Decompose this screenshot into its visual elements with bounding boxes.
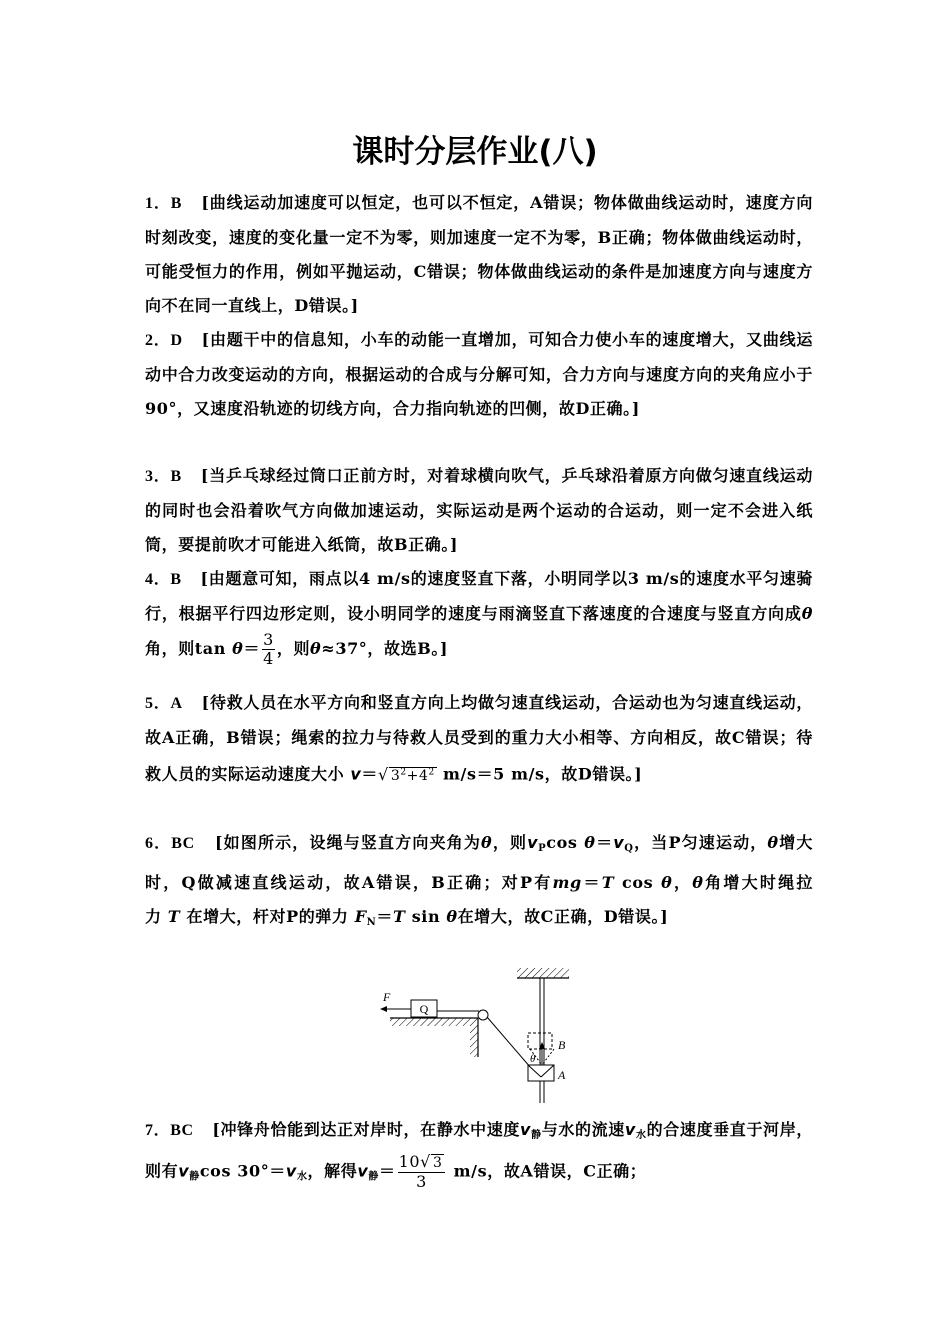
sin-text: sin: [405, 907, 447, 926]
square-root: [420, 1152, 444, 1171]
numerator: 3: [263, 630, 274, 649]
tension-symbol: T: [393, 907, 406, 926]
exponent: 2: [400, 767, 407, 777]
answer-text: [由题意可知，雨点以4 m/s的速度竖直下落，小明同学以3 m/s的速度水平匀速骑行，根据平行四边形定则，设小明同学的速度与雨滴竖直下落速度的合速度与竖直方向成: [145, 569, 813, 623]
radicand: 3: [432, 1155, 443, 1171]
equals-sign: ＝: [379, 1161, 396, 1181]
answer-4: [145, 562, 813, 668]
velocity-symbol: v: [527, 833, 539, 852]
radicand: 3: [390, 767, 401, 784]
answer-6: [145, 826, 813, 940]
subscript: 静: [189, 1171, 200, 1183]
theta-symbol: θ: [584, 833, 596, 852]
theta-symbol: θ: [801, 604, 813, 623]
answer-text: m/s，故A错误，C正确；: [447, 1161, 647, 1181]
answer-text: ≈37°，故选B。]: [321, 639, 449, 658]
label-f: F: [383, 990, 391, 1004]
numerator-value: 10: [398, 1152, 421, 1171]
answer-label: 7．BC: [145, 1122, 194, 1139]
answer-label: 1．B: [145, 195, 182, 212]
theta-symbol: θ: [767, 833, 779, 852]
cos-text: cos 30°＝: [199, 1161, 286, 1181]
answer-text: [曲线运动加速度可以恒定，也可以不恒定，A错误；物体做曲线运动时，速度方向时刻改变，速度的变化量一定不为零，则加速度一定不为零，B正确；物体做曲线运动时，可能受恒力的作用，例如平抛运动，C错误；物体做曲线运动的条件是加速度方向与速度方向不在同一直线上，D错误。]: [145, 193, 813, 315]
answer-label: 5．A: [145, 695, 183, 712]
velocity-symbol: v: [357, 1161, 369, 1181]
subscript: 静: [531, 1130, 542, 1141]
exponent: 2: [428, 767, 435, 777]
arrow-head-icon: [380, 1006, 387, 1012]
velocity-symbol: v: [285, 1161, 297, 1181]
subscript: P: [538, 843, 547, 854]
answer-text: 增大时，Q做减速直线运动，故A错误，B正确；对P有: [145, 833, 814, 892]
answer-text: 角增大时绳拉力: [145, 873, 813, 926]
subscript: 水: [296, 1171, 308, 1183]
theta-symbol: θ: [310, 639, 322, 658]
label-q: Q: [419, 1002, 429, 1016]
force-symbol: F: [354, 907, 367, 926]
square-root: [378, 765, 437, 784]
tension-symbol: T: [601, 873, 615, 892]
denominator: 3: [416, 1172, 427, 1191]
theta-symbol: θ: [661, 873, 673, 892]
pulley-icon: [478, 1010, 488, 1020]
answer-text: ，: [672, 873, 693, 892]
velocity-symbol: v: [520, 1120, 532, 1139]
subscript: N: [366, 917, 377, 928]
velocity-symbol: v: [613, 833, 625, 852]
answer-text: [如图所示，设绳与竖直方向夹角为: [214, 833, 481, 852]
page-title: 课时分层作业(八): [352, 134, 598, 170]
radical-icon: √: [420, 1152, 431, 1171]
answer-3: [145, 459, 813, 562]
velocity-symbol: v: [624, 1120, 636, 1139]
answer-text: 与水的流速: [541, 1120, 625, 1139]
equals-sign: ＝: [361, 764, 379, 784]
answer-text: ，当P匀速运动，: [633, 833, 768, 852]
numerator: [398, 1153, 446, 1173]
answer-text: ，则: [492, 833, 528, 852]
answer-text: 角，则tan: [145, 639, 233, 658]
theta-symbol: θ: [232, 639, 244, 658]
velocity-symbol: v: [350, 764, 362, 784]
theta-symbol: θ: [446, 907, 458, 926]
label-a: A: [558, 1068, 566, 1082]
block-a: [528, 1065, 554, 1081]
answer-text: [当乒乓球经过筒口正前方时，对着球横向吹气，乒乓球沿着原方向做匀速直线运动的同时也会沿着吹气方向做加速运动，实际运动是两个运动的合运动，则一定不会进入纸筒，要提前吹才可能进入纸筒，故B正确。]: [145, 466, 813, 554]
answer-text: 在增大，杆对P的弹力: [186, 907, 349, 926]
answer-label: 6．BC: [145, 835, 195, 852]
wall-hatch: [470, 1026, 478, 1057]
equals-sign: ＝: [376, 907, 394, 926]
subscript: Q: [624, 843, 634, 854]
answer-1: [145, 186, 813, 323]
answer-7: [145, 1113, 813, 1195]
cos-text: cos: [546, 833, 585, 852]
tension-symbol: T: [167, 907, 181, 926]
fraction: [398, 1153, 446, 1191]
answer-text: 在增大，故C正确，D错误。]: [457, 907, 669, 926]
theta-symbol: θ: [692, 873, 704, 892]
answer-text: m/s＝5 m/s，故D错误。]: [436, 764, 643, 784]
mg-symbol: mg: [552, 873, 582, 892]
answer-text: [冲锋舟恰能到达正对岸时，在静水中速度: [212, 1120, 520, 1139]
equals-sign: ＝: [595, 833, 614, 852]
answer-label: 4．B: [145, 571, 182, 588]
table-hatch: [390, 1018, 478, 1026]
answer-2: [145, 323, 813, 426]
answer-text: 的合速度垂直于河岸，则有: [145, 1120, 813, 1181]
fraction: [262, 631, 275, 668]
answer-5: [145, 686, 813, 793]
answer-text: [待救人员在水平方向和竖直方向上均做匀速直线运动，合运动也为匀速直线运动，故A正确，B错误；绳索的拉力与待救人员受到的重力大小相等、方向相反，故C错误；待救人员的实际运动速度大小: [145, 693, 813, 784]
answer-text: [由题干中的信息知，小车的动能一直增加，可知合力使小车的速度增大，又曲线运动中合力改变运动的方向，根据运动的合成与分解可知，合力方向与速度方向的夹角应小于90°，又速度沿轨迹的切线方向，合力指向轨迹的凹侧，故D正确。]: [145, 330, 813, 418]
velocity-symbol: v: [178, 1161, 190, 1181]
cos-text: cos: [622, 873, 662, 892]
ceiling-hatch: [517, 968, 569, 978]
subscript: 静: [368, 1171, 379, 1183]
pulley-rod-diagram: [375, 965, 585, 1110]
equals-sign: ＝: [581, 873, 602, 892]
answer-label: 3．B: [145, 468, 182, 485]
radicand: +4: [406, 767, 429, 784]
answer-label: 2．D: [145, 332, 183, 349]
answer-text: ，则: [276, 639, 311, 658]
theta-symbol: θ: [480, 833, 493, 852]
label-theta: θ: [530, 1053, 536, 1065]
label-b: B: [558, 1038, 566, 1052]
answer-text: ，解得: [307, 1161, 358, 1181]
subscript: 水: [635, 1130, 647, 1141]
radical-icon: √: [378, 764, 389, 784]
equals-sign: ＝: [243, 639, 261, 658]
denominator: 4: [263, 649, 274, 668]
